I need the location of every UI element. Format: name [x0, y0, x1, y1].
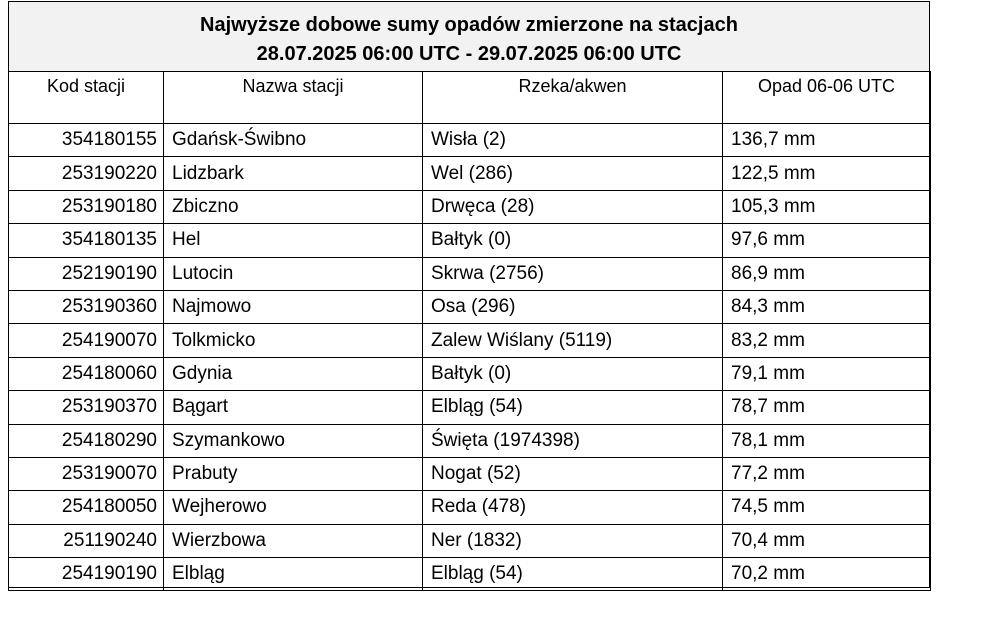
station-name-cell: Prabuty: [164, 457, 423, 490]
table-row: [9, 157, 931, 190]
header-row: [9, 72, 931, 124]
table-body: [9, 124, 931, 591]
river-cell: Bałtyk (0): [423, 357, 723, 390]
precipitation-cell: 84,3 mm: [723, 290, 931, 323]
station-code-cell: 254190190: [9, 558, 164, 591]
station-code-cell: 253190370: [9, 391, 164, 424]
river-cell: Bałtyk (0): [423, 224, 723, 257]
table-period: 28.07.2025 06:00 UTC - 29.07.2025 06:00 UTC: [256, 43, 682, 65]
river-cell: Ner (1832): [423, 524, 723, 557]
station-name-cell: Gdynia: [164, 357, 423, 390]
station-name-cell: Elbląg: [164, 558, 423, 591]
station-code-cell: 251190240: [9, 524, 164, 557]
precipitation-cell: 74,5 mm: [723, 491, 931, 524]
table-row: [9, 391, 931, 424]
precipitation-cell: 78,7 mm: [723, 391, 931, 424]
station-name-cell: Tolkmicko: [164, 324, 423, 357]
column-header-code: Kod stacji: [9, 72, 164, 124]
precipitation-cell: 136,7 mm: [723, 124, 931, 157]
table-row: [9, 424, 931, 457]
river-cell: Wisła (2): [423, 124, 723, 157]
precipitation-cell: 97,6 mm: [723, 224, 931, 257]
river-cell: Elbląg (54): [423, 558, 723, 591]
precipitation-cell: 77,2 mm: [723, 457, 931, 490]
table-title-block: [9, 2, 929, 72]
station-name-cell: Lutocin: [164, 257, 423, 290]
station-code-cell: 253190360: [9, 290, 164, 323]
river-cell: Drwęca (28): [423, 190, 723, 223]
river-cell: Zalew Wiślany (5119): [423, 324, 723, 357]
table-row: [9, 290, 931, 323]
station-code-cell: 253190180: [9, 190, 164, 223]
precipitation-cell: 70,2 mm: [723, 558, 931, 591]
table-row: [9, 491, 931, 524]
station-name-cell: Gdańsk-Świbno: [164, 124, 423, 157]
precipitation-cell: 70,4 mm: [723, 524, 931, 557]
river-cell: Osa (296): [423, 290, 723, 323]
station-name-cell: Zbiczno: [164, 190, 423, 223]
station-code-cell: 252190190: [9, 257, 164, 290]
precipitation-cell: 83,2 mm: [723, 324, 931, 357]
table-row: [9, 524, 931, 557]
precipitation-cell: 122,5 mm: [723, 157, 931, 190]
station-code-cell: 254190070: [9, 324, 164, 357]
station-name-cell: Lidzbark: [164, 157, 423, 190]
river-cell: Wel (286): [423, 157, 723, 190]
precipitation-table: [8, 71, 931, 591]
station-name-cell: Wejherowo: [164, 491, 423, 524]
table-row: [9, 257, 931, 290]
table-row: [9, 324, 931, 357]
river-cell: Nogat (52): [423, 457, 723, 490]
column-header-precip: Opad 06-06 UTC: [723, 72, 931, 124]
station-code-cell: 354180155: [9, 124, 164, 157]
table-row: [9, 357, 931, 390]
station-code-cell: 354180135: [9, 224, 164, 257]
table-row: [9, 224, 931, 257]
station-code-cell: 254180060: [9, 357, 164, 390]
station-name-cell: Bągart: [164, 391, 423, 424]
station-code-cell: 254180290: [9, 424, 164, 457]
table-row: [9, 190, 931, 223]
table-row: [9, 457, 931, 490]
station-code-cell: 254180050: [9, 491, 164, 524]
river-cell: Skrwa (2756): [423, 257, 723, 290]
precipitation-cell: 86,9 mm: [723, 257, 931, 290]
station-code-cell: 253190220: [9, 157, 164, 190]
station-name-cell: Wierzbowa: [164, 524, 423, 557]
column-header-river: Rzeka/akwen: [423, 72, 723, 124]
table-row: [9, 558, 931, 591]
precipitation-cell: 79,1 mm: [723, 357, 931, 390]
station-name-cell: Szymankowo: [164, 424, 423, 457]
river-cell: Elbląg (54): [423, 391, 723, 424]
precipitation-table-frame: [8, 1, 930, 588]
table-title: Najwyższe dobowe sumy opadów zmierzone na stacjach: [200, 14, 738, 36]
precipitation-cell: 78,1 mm: [723, 424, 931, 457]
table-row: [9, 124, 931, 157]
station-code-cell: 253190070: [9, 457, 164, 490]
precipitation-cell: 105,3 mm: [723, 190, 931, 223]
river-cell: Reda (478): [423, 491, 723, 524]
column-header-name: Nazwa stacji: [164, 72, 423, 124]
river-cell: Święta (1974398): [423, 424, 723, 457]
station-name-cell: Najmowo: [164, 290, 423, 323]
station-name-cell: Hel: [164, 224, 423, 257]
